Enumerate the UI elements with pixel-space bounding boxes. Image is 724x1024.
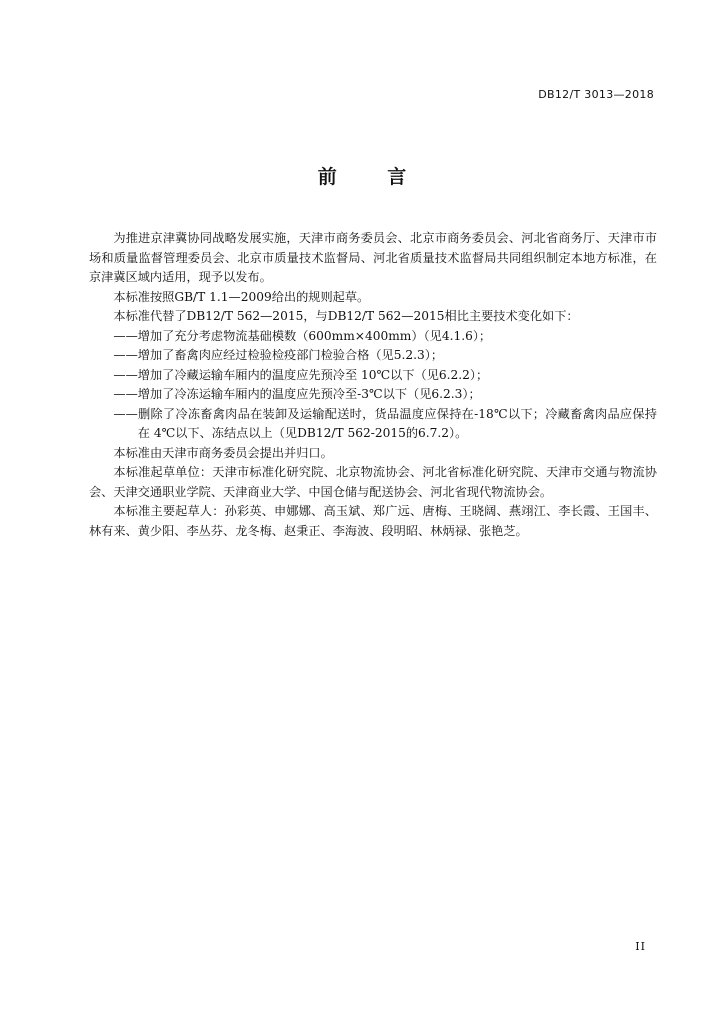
change-item: ——增加了冷藏运输车厢内的温度应先预冷至 10℃以下（见6.2.2）； bbox=[113, 367, 489, 382]
proposer-paragraph: 本标准由天津市商务委员会提出并归口。 bbox=[113, 445, 333, 460]
page-title: 前 言 bbox=[317, 166, 429, 188]
foreword-body bbox=[89, 229, 657, 541]
replacement-paragraph: 本标准代替了DB12/T 562—2015，与DB12/T 562—2015相比主要技术变化如下： bbox=[113, 309, 579, 323]
drafters-paragraph: 本标准主要起草人：孙彩英、申娜娜、高玉斌、郑广远、唐梅、王晓阔、燕翊江、李长霞、王国丰、林有来、黄少阳、李丛芬、龙冬梅、赵秉正、李海波、段明昭、林炳禄、张艳芝。 bbox=[89, 504, 657, 538]
intro-paragraph: 为推进京津冀协同战略发展实施，天津市商务委员会、北京市商务委员会、河北省商务厅、天津市市场和质量监督管理委员会、北京市质量技术监督局、河北省质量技术监督局共同组织制定本地方标准，在京津冀区域内适用，现予以发布。 bbox=[89, 231, 657, 284]
page-number: II bbox=[635, 940, 646, 953]
document-code: DB12/T 3013—2018 bbox=[538, 88, 654, 101]
drafting-rules-paragraph: 本标准按照GB/T 1.1—2009给出的规则起草。 bbox=[113, 289, 370, 304]
change-item: ——增加了畜禽肉应经过检验检疫部门检验合格（见5.2.3）； bbox=[113, 348, 444, 362]
change-item: ——删除了冷冻畜禽肉品在装卸及运输配送时，货品温度应保持在-18℃以下；冷藏畜禽肉品应保持在 4℃以下、冻结点以上（见DB12/T 562-2015的6.7.2）。 bbox=[113, 406, 657, 440]
change-item: ——增加了冷冻运输车厢内的温度应先预冷至-3℃以下（见6.2.3）； bbox=[113, 387, 481, 401]
drafting-units-paragraph: 本标准起草单位：天津市标准化研究院、北京物流协会、河北省标准化研究院、天津市交通与物流协会、天津交通职业学院、天津商业大学、中国仓储与配送协会、河北省现代物流协会。 bbox=[89, 465, 657, 499]
change-item: ——增加了充分考虑物流基础模数（600mm×400mm）（见4.1.6）； bbox=[113, 328, 492, 343]
